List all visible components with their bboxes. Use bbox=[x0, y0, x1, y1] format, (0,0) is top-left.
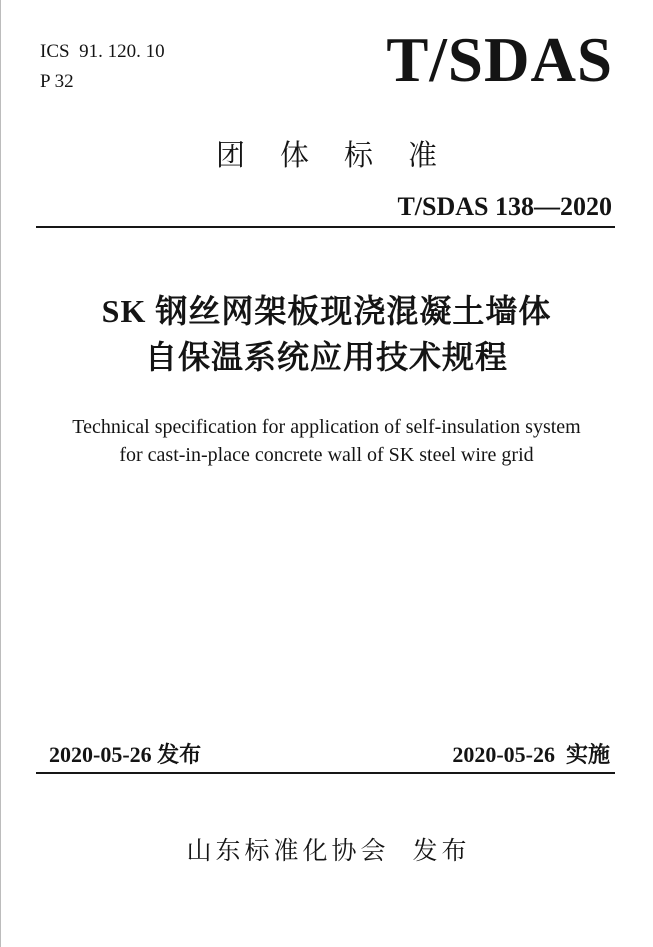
publish-action-label: 发布 bbox=[412, 837, 471, 865]
title-english bbox=[0, 413, 653, 469]
standard-org-code: T/SDAS bbox=[386, 25, 613, 95]
standard-number: T/SDAS 138—2020 bbox=[397, 192, 612, 221]
footer-divider-line bbox=[36, 772, 615, 774]
doc-type-label: 团体标准 bbox=[215, 140, 472, 172]
dates-row bbox=[49, 741, 610, 768]
ics-code: ICS 91. 120. 10 bbox=[40, 41, 165, 62]
title-english-line2: for cast-in-place concrete wall of SK steel wire grid bbox=[119, 444, 534, 466]
title-chinese-line2: 自保温系统应用技术规程 bbox=[144, 339, 508, 375]
title-english-line1: Technical specification for application of self-insulation system bbox=[72, 416, 581, 438]
classification-code: P 32 bbox=[40, 71, 74, 92]
issue-date: 2020-05-26 发布 bbox=[49, 742, 202, 767]
publisher-row bbox=[0, 836, 653, 866]
doc-type-row bbox=[0, 139, 653, 173]
title-chinese-line1: SK 钢丝网架板现浇混凝土墙体 bbox=[101, 293, 552, 329]
header-divider-line bbox=[36, 226, 615, 228]
title-chinese bbox=[0, 288, 653, 380]
publisher-name: 山东标准化协会 bbox=[186, 837, 390, 865]
implement-date: 2020-05-26 实施 bbox=[452, 742, 610, 767]
